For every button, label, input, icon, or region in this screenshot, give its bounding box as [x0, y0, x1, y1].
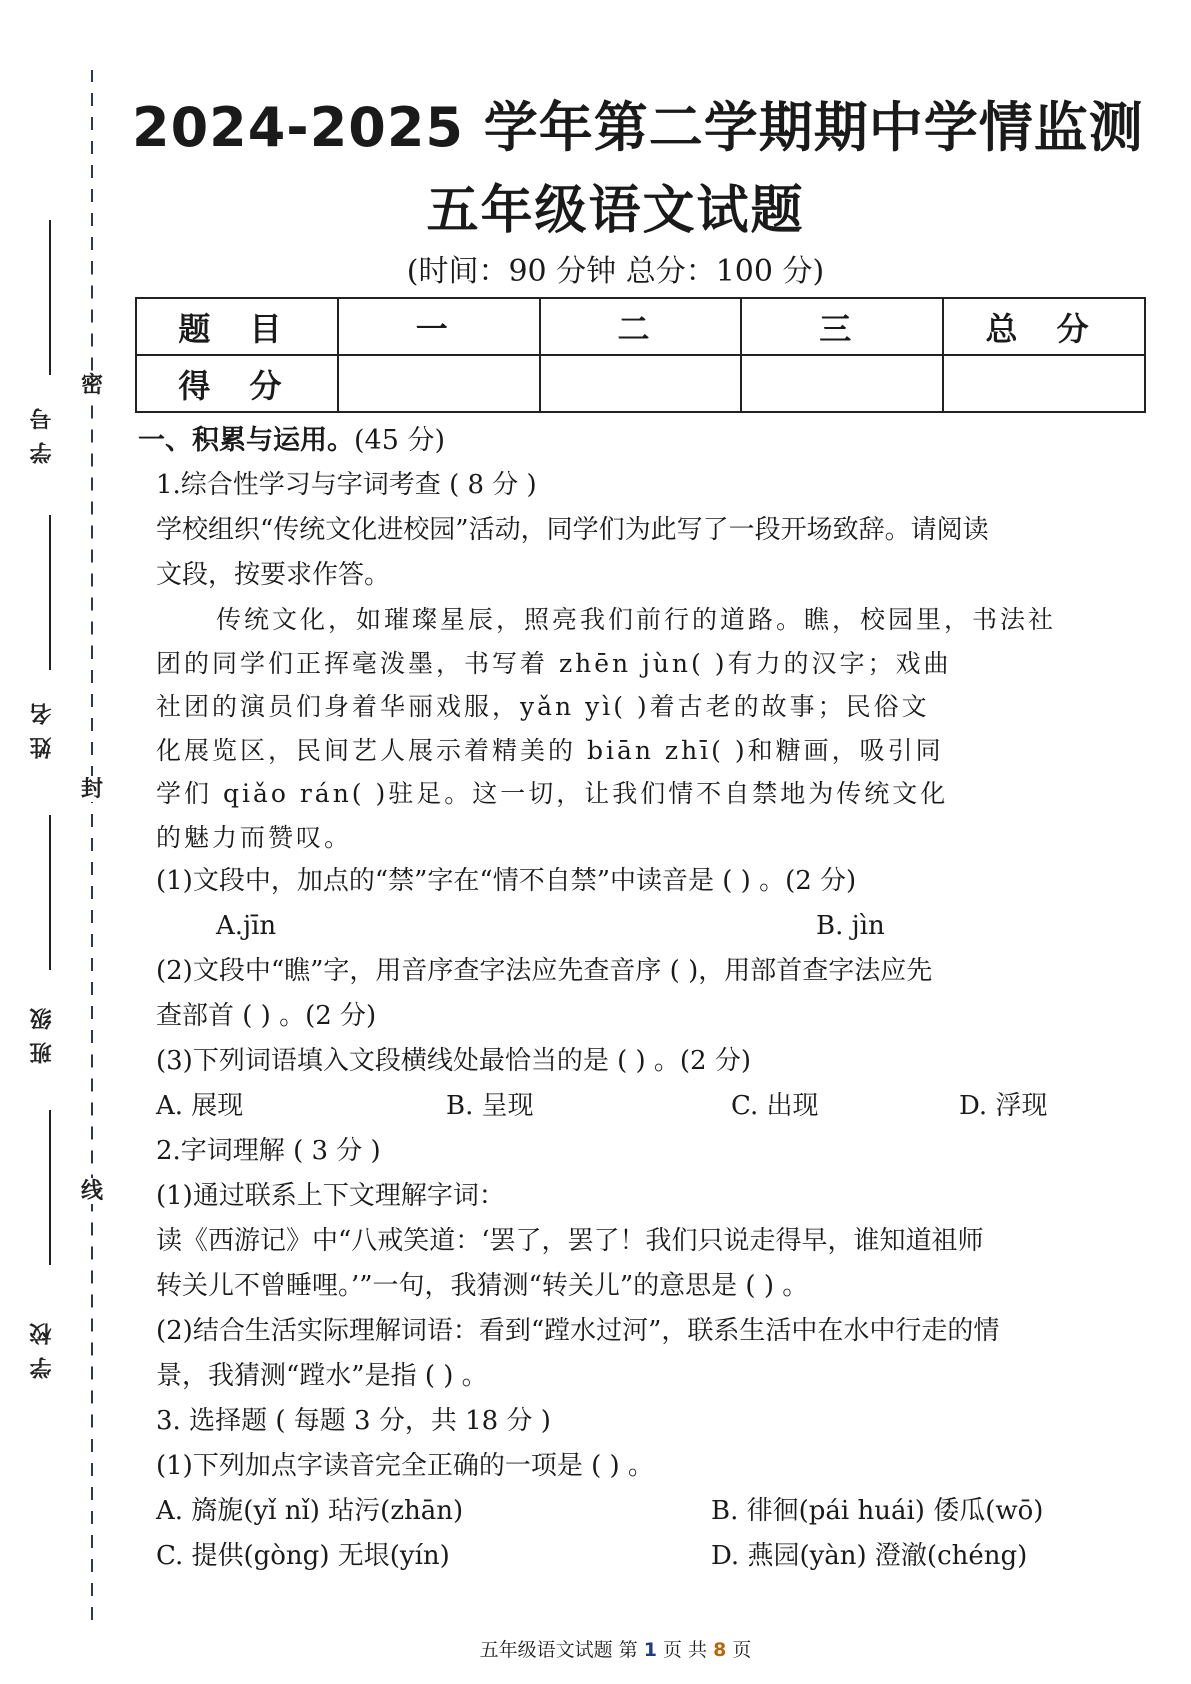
current-page-number: 1: [643, 1639, 657, 1661]
footer-prefix: 五年级语文试题 第: [479, 1639, 644, 1661]
score-cell-total[interactable]: [943, 355, 1145, 412]
option-a[interactable]: A.jīn: [216, 911, 277, 941]
class-line[interactable]: [49, 815, 51, 970]
q1-intro-line-2: 文段，按要求作答。: [156, 560, 391, 590]
q3-sub1-question: (1)下列加点字读音完全正确的一项是 ( ) 。: [156, 1451, 654, 1481]
score-cell-part-2[interactable]: [540, 355, 742, 412]
col-total: 总 分: [943, 298, 1145, 355]
q2-sub1-line-1: 读《西游记》中“八戒笑道：‘罢了，罢了！我们只说走得早，谁知道祖师: [156, 1226, 984, 1256]
passage-line: 社团的演员们身着华丽戏服，yǎn yì( )着古老的故事；民俗文: [156, 692, 930, 721]
col-part-3: 三: [741, 298, 943, 355]
section-1-points: (45 分): [354, 425, 446, 456]
name-line[interactable]: [49, 515, 51, 670]
passage-line: 传统文化，如璀璨星辰，照亮我们前行的道路。瞧，校园里，书法社: [216, 605, 1057, 634]
q3-title: 3. 选择题 ( 每题 3 分，共 18 分 ): [156, 1406, 551, 1436]
option-a[interactable]: A. 旖旎(yǐ nǐ) 玷污(zhān): [156, 1496, 464, 1526]
score-cell-part-1[interactable]: [338, 355, 540, 412]
q2-title: 2.字词理解 ( 3 分 ): [156, 1136, 381, 1166]
exam-title: 2024-2025 学年第二学期期中学情监测: [132, 96, 1144, 159]
score-table-score-row: [136, 355, 1145, 412]
q3-sub1-options-row-2: [138, 1534, 1128, 1579]
q1-sub3-options: [138, 1084, 1128, 1129]
class-label: 班级: [29, 996, 55, 1064]
passage-line: 化展览区，民间艺人展示着精美的 biān zhī( )和糖画，吸引同: [156, 735, 944, 765]
q1-intro-line-1: 学校组织“传统文化进校园”活动，同学们为此写了一段开场致辞。请阅读: [156, 515, 989, 545]
exam-content: [138, 418, 1128, 1579]
option-b[interactable]: B. 呈现: [446, 1091, 534, 1121]
page-footer: [0, 1635, 1191, 1662]
footer-suffix: 页: [726, 1639, 752, 1661]
col-part-1: 一: [338, 298, 540, 355]
passage-line: 的魅力而赞叹。: [156, 822, 353, 852]
q2-sub1-title: (1)通过联系上下文理解字词：: [156, 1181, 505, 1211]
option-d[interactable]: D. 燕园(yàn) 澄澈(chéng): [711, 1541, 1028, 1571]
score-table: [135, 297, 1146, 413]
seal-cut-line: [91, 70, 93, 1630]
q2-sub2-line-1: (2)结合生活实际理解词语：看到“蹚水过河”，联系生活中在水中行走的情: [156, 1316, 1000, 1346]
school-label: 学校: [29, 1311, 55, 1379]
section-1-title: 一、积累与运用。: [138, 425, 354, 456]
option-c[interactable]: C. 提供(gòng) 无垠(yín): [156, 1541, 450, 1571]
exam-subject-title: 五年级语文试题: [426, 181, 805, 241]
score-cell-part-3[interactable]: [741, 355, 943, 412]
q1-sub2-line-1: (2)文段中“瞧”字，用音序查字法应先查音序 ( )，用部首查字法应先: [156, 956, 933, 986]
school-line[interactable]: [49, 1110, 51, 1265]
option-d[interactable]: D. 浮现: [959, 1091, 1048, 1121]
q1-sub1-options: [138, 904, 1128, 949]
option-c[interactable]: C. 出现: [731, 1091, 819, 1121]
q1-passage: [138, 598, 1128, 859]
q1-sub2-line-2: 查部首 ( ) 。(2 分): [156, 1001, 377, 1031]
q3-sub1-options-row-1: [138, 1489, 1128, 1534]
col-part-2: 二: [540, 298, 742, 355]
exam-time-score: (时间：90 分钟 总分：100 分): [406, 254, 825, 289]
q2-sub2-line-2: 景，我猜测“蹚水”是指 ( ) 。: [156, 1361, 488, 1391]
q1-sub3-question: (3)下列词语填入文段横线处最恰当的是 ( ) 。(2 分): [156, 1046, 752, 1076]
passage-line: 团的同学们正挥毫泼墨，书写着 zhēn jùn( )有力的汉字；戏曲: [156, 648, 952, 678]
seal-char-xian: 线: [80, 1178, 103, 1204]
name-label: 姓名: [29, 691, 55, 759]
q2-sub1-line-2: 转关儿不曾睡哩。’”一句，我猜测“转关儿”的意思是 ( ) 。: [156, 1271, 809, 1301]
option-b[interactable]: B. jìn: [816, 911, 885, 941]
option-a[interactable]: A. 展现: [156, 1091, 244, 1121]
section-1-heading: [138, 418, 1128, 463]
seal-char-feng: 封: [80, 776, 103, 802]
q1-title: 1.综合性学习与字词考查 ( 8 分 ): [156, 470, 537, 500]
row-label-score: 得 分: [136, 355, 338, 412]
q1-sub1-question: (1)文段中，加点的“禁”字在“情不自禁”中读音是 ( ) 。(2 分): [156, 866, 857, 896]
option-b[interactable]: B. 徘徊(pái huái) 倭瓜(wō): [711, 1496, 1044, 1526]
student-id-label: 学号: [29, 396, 55, 464]
row-label-item: 题 目: [136, 298, 338, 355]
score-table-header-row: [136, 298, 1145, 355]
footer-middle: 页 共: [656, 1639, 714, 1661]
passage-line: 学们 qiǎo rán( )驻足。这一切，让我们情不自禁地为传统文化: [156, 779, 949, 808]
seal-char-mi: 密: [80, 372, 103, 398]
student-id-line[interactable]: [49, 220, 51, 375]
total-pages: 8: [713, 1639, 727, 1661]
